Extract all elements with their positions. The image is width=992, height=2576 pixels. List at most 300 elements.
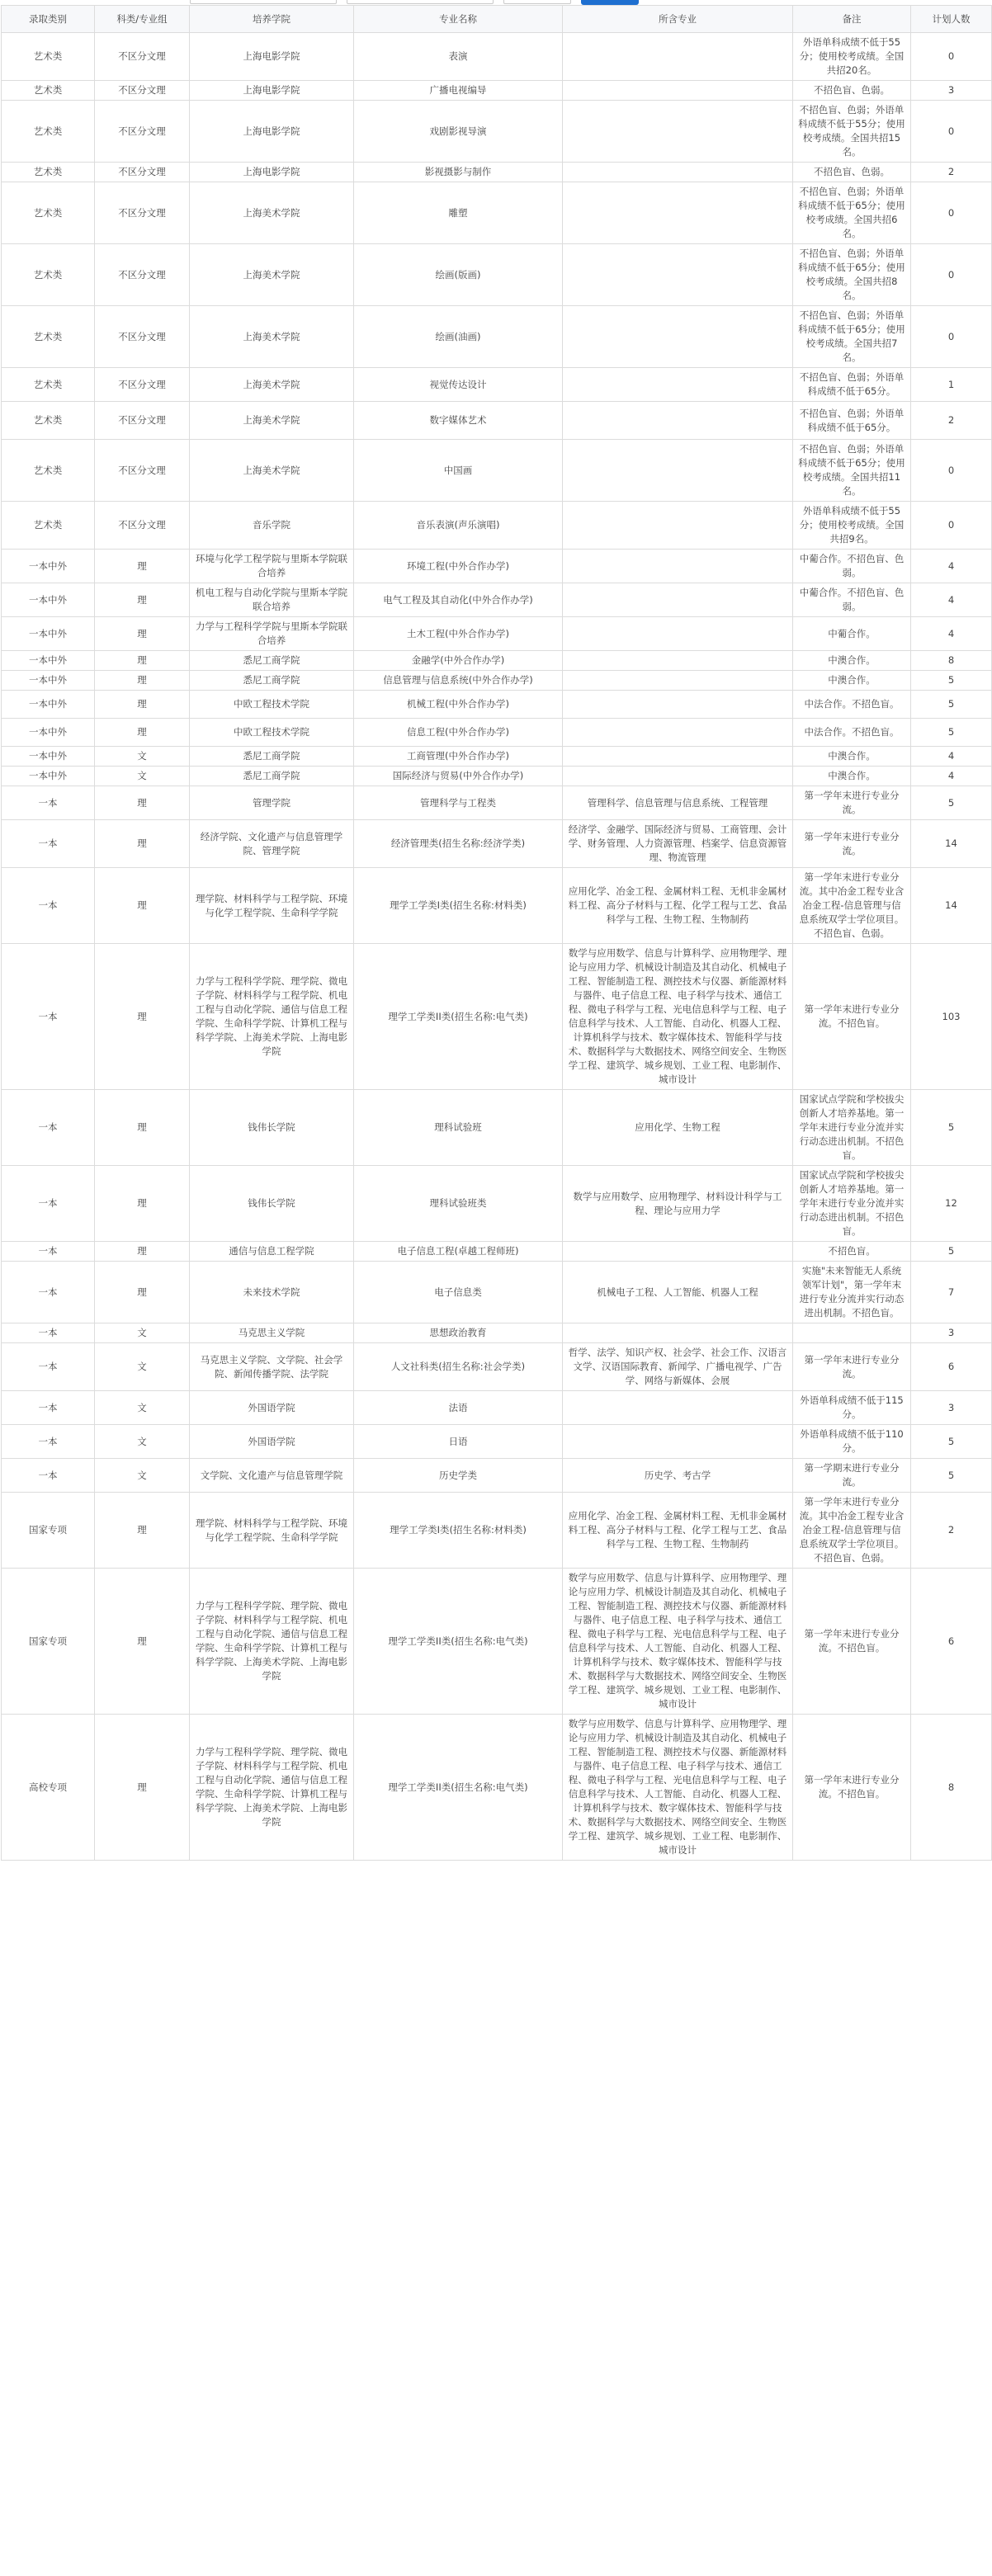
cell-college: 力学与工程科学学院与里斯本学院联合培养	[190, 617, 354, 651]
cell-college: 力学与工程科学学院、理学院、微电子学院、材料科学与工程学院、机电工程与自动化学院、通信与信息工程学院、生命科学学院、计算机工程与科学学院、上海美术学院、上海电影学院	[190, 1715, 354, 1861]
cell-college: 经济学院、文化遗产与信息管理学院、管理学院	[190, 820, 354, 868]
cell-major-name: 机械工程(中外合作办学)	[354, 691, 563, 719]
enrollment-plan-table	[1, 5, 992, 1861]
cell-admission-category: 艺术类	[2, 440, 95, 502]
cell-college: 上海美术学院	[190, 402, 354, 440]
cell-remarks: 不招色盲、色弱；外语单科成绩不低于65分。	[793, 368, 911, 402]
cell-college: 音乐学院	[190, 502, 354, 550]
cell-included-majors: 应用化学、冶金工程、金属材料工程、无机非金属材料工程、高分子材料与工程、化学工程与工艺、食品科学与工程、生物工程、生物制药	[563, 868, 793, 944]
cell-remarks: 第一学年末进行专业分流。其中冶金工程专业含冶金工程-信息管理与信息系统双学士学位项目。不招色盲、色弱。	[793, 1493, 911, 1569]
cell-college: 上海美术学院	[190, 368, 354, 402]
cell-subject-group: 不区分文理	[95, 306, 190, 368]
cell-plan-count: 8	[911, 651, 992, 671]
cell-included-majors: 数学与应用数学、信息与计算科学、应用物理学、理论与应用力学、机械设计制造及其自动化、机械电子工程、智能制造工程、测控技术与仪器、新能源材料与器件、电子信息工程、电子科学与技术、通信工程、微电子科学与工程、光电信息科学与工程、电子信息科学与技术、人工智能、自动化、机器人工程、计算机科学与技术、数字媒体技术、智能科学与技术、数据科学与大数据技术、网络空间安全、生物医学工程、建筑学、城乡规划、工业工程、电影制作、城市设计	[563, 944, 793, 1090]
cell-college: 力学与工程科学学院、理学院、微电子学院、材料科学与工程学院、机电工程与自动化学院、通信与信息工程学院、生命科学学院、计算机工程与科学学院、上海美术学院、上海电影学院	[190, 944, 354, 1090]
cell-major-name: 历史学类	[354, 1459, 563, 1493]
cell-subject-group: 文	[95, 1343, 190, 1391]
cell-subject-group: 不区分文理	[95, 101, 190, 163]
cell-subject-group: 不区分文理	[95, 81, 190, 101]
cell-included-majors: 应用化学、冶金工程、金属材料工程、无机非金属材料工程、高分子材料与工程、化学工程与工艺、食品科学与工程、生物工程、生物制药	[563, 1493, 793, 1569]
cell-plan-count: 0	[911, 306, 992, 368]
cell-major-name: 人文社科类(招生名称:社会学类)	[354, 1343, 563, 1391]
cell-college: 通信与信息工程学院	[190, 1242, 354, 1262]
cell-included-majors	[563, 691, 793, 719]
cell-plan-count: 8	[911, 1715, 992, 1861]
cell-plan-count: 6	[911, 1569, 992, 1715]
cell-plan-count: 4	[911, 550, 992, 583]
cell-plan-count: 5	[911, 1090, 992, 1166]
cell-included-majors	[563, 1425, 793, 1459]
cell-plan-count: 2	[911, 163, 992, 182]
table-row	[2, 244, 992, 306]
cell-remarks: 外语单科成绩不低于110分。	[793, 1425, 911, 1459]
cell-major-name: 思想政治教育	[354, 1323, 563, 1343]
cell-remarks: 中葡合作。不招色盲、色弱。	[793, 583, 911, 617]
cell-included-majors	[563, 1323, 793, 1343]
cell-plan-count: 7	[911, 1262, 992, 1323]
cell-major-name: 广播电视编导	[354, 81, 563, 101]
cell-major-name: 环境工程(中外合作办学)	[354, 550, 563, 583]
cell-remarks: 第一学年末进行专业分流。不招色盲。	[793, 1569, 911, 1715]
cell-remarks: 不招色盲、色弱；外语单科成绩不低于65分；使用校考成绩。全国共招7名。	[793, 306, 911, 368]
cell-remarks: 不招色盲、色弱；外语单科成绩不低于65分；使用校考成绩。全国共招6名。	[793, 182, 911, 244]
table-row	[2, 1242, 992, 1262]
cell-college: 环境与化学工程学院与里斯本学院联合培养	[190, 550, 354, 583]
cell-plan-count: 4	[911, 747, 992, 767]
cell-plan-count: 2	[911, 1493, 992, 1569]
cell-plan-count: 14	[911, 868, 992, 944]
table-row	[2, 583, 992, 617]
cell-major-name: 理科试验班	[354, 1090, 563, 1166]
cell-included-majors: 机械电子工程、人工智能、机器人工程	[563, 1262, 793, 1323]
cell-major-name: 经济管理类(招生名称:经济学类)	[354, 820, 563, 868]
table-row	[2, 163, 992, 182]
cell-remarks: 不招色盲、色弱。	[793, 163, 911, 182]
cell-admission-category: 一本中外	[2, 747, 95, 767]
cell-plan-count: 5	[911, 1425, 992, 1459]
cell-subject-group: 不区分文理	[95, 368, 190, 402]
filter-bar	[0, 0, 992, 5]
cell-admission-category: 艺术类	[2, 81, 95, 101]
table-row	[2, 1391, 992, 1425]
cell-admission-category: 艺术类	[2, 163, 95, 182]
table-row	[2, 767, 992, 786]
cell-college: 上海美术学院	[190, 440, 354, 502]
cell-remarks: 不招色盲。	[793, 1242, 911, 1262]
cell-college: 上海美术学院	[190, 306, 354, 368]
cell-plan-count: 103	[911, 944, 992, 1090]
cell-college: 理学院、材料科学与工程学院、环境与化学工程学院、生命科学学院	[190, 868, 354, 944]
cell-included-majors	[563, 402, 793, 440]
header-included-majors: 所含专业	[563, 6, 793, 33]
cell-admission-category: 一本中外	[2, 691, 95, 719]
cell-admission-category: 国家专项	[2, 1569, 95, 1715]
table-row	[2, 1262, 992, 1323]
cell-college: 力学与工程科学学院、理学院、微电子学院、材料科学与工程学院、机电工程与自动化学院、通信与信息工程学院、生命科学学院、计算机工程与科学学院、上海美术学院、上海电影学院	[190, 1569, 354, 1715]
cell-admission-category: 一本	[2, 1459, 95, 1493]
cell-subject-group: 理	[95, 820, 190, 868]
cell-major-name: 数字媒体艺术	[354, 402, 563, 440]
cell-included-majors	[563, 719, 793, 747]
cell-subject-group: 不区分文理	[95, 182, 190, 244]
table-body	[2, 33, 992, 1861]
cell-remarks: 中澳合作。	[793, 651, 911, 671]
table-row	[2, 182, 992, 244]
cell-admission-category: 一本中外	[2, 617, 95, 651]
cell-admission-category: 一本	[2, 1323, 95, 1343]
table-row	[2, 1343, 992, 1391]
cell-plan-count: 5	[911, 671, 992, 691]
cell-admission-category: 艺术类	[2, 101, 95, 163]
cell-remarks: 中法合作。不招色盲。	[793, 691, 911, 719]
cell-remarks: 中澳合作。	[793, 767, 911, 786]
cell-remarks: 中澳合作。	[793, 747, 911, 767]
cell-major-name: 理学工学类I类(招生名称:材料类)	[354, 1493, 563, 1569]
cell-remarks: 中法合作。不招色盲。	[793, 719, 911, 747]
table-row	[2, 820, 992, 868]
cell-college: 钱伟长学院	[190, 1090, 354, 1166]
cell-major-name: 戏剧影视导演	[354, 101, 563, 163]
cell-remarks: 国家试点学院和学校拔尖创新人才培养基地。第一学年末进行专业分流并实行动态进出机制。不招色盲。	[793, 1166, 911, 1242]
cell-plan-count: 12	[911, 1166, 992, 1242]
header-subject-group: 科类/专业组	[95, 6, 190, 33]
cell-college: 钱伟长学院	[190, 1166, 354, 1242]
cell-college: 马克思主义学院	[190, 1323, 354, 1343]
cell-plan-count: 4	[911, 617, 992, 651]
cell-major-name: 土木工程(中外合作办学)	[354, 617, 563, 651]
cell-subject-group: 理	[95, 1715, 190, 1861]
cell-admission-category: 国家专项	[2, 1493, 95, 1569]
cell-subject-group: 理	[95, 651, 190, 671]
cell-subject-group: 理	[95, 583, 190, 617]
cell-college: 外国语学院	[190, 1425, 354, 1459]
cell-included-majors	[563, 747, 793, 767]
cell-admission-category: 艺术类	[2, 402, 95, 440]
cell-college: 机电工程与自动化学院与里斯本学院联合培养	[190, 583, 354, 617]
cell-plan-count: 6	[911, 1343, 992, 1391]
cell-college: 未来技术学院	[190, 1262, 354, 1323]
table-row	[2, 306, 992, 368]
cell-admission-category: 一本	[2, 1343, 95, 1391]
cell-major-name: 绘画(版画)	[354, 244, 563, 306]
filter-select-year[interactable]	[347, 0, 494, 4]
cell-remarks: 中澳合作。	[793, 671, 911, 691]
cell-admission-category: 一本	[2, 868, 95, 944]
cell-admission-category: 艺术类	[2, 182, 95, 244]
cell-admission-category: 一本	[2, 1425, 95, 1459]
cell-subject-group: 不区分文理	[95, 33, 190, 81]
cell-major-name: 金融学(中外合作办学)	[354, 651, 563, 671]
cell-remarks: 不招色盲、色弱。	[793, 81, 911, 101]
cell-admission-category: 一本	[2, 1090, 95, 1166]
cell-remarks: 第一学年末进行专业分流。	[793, 1343, 911, 1391]
cell-major-name: 工商管理(中外合作办学)	[354, 747, 563, 767]
cell-major-name: 电气工程及其自动化(中外合作办学)	[354, 583, 563, 617]
cell-plan-count: 5	[911, 786, 992, 820]
cell-admission-category: 一本中外	[2, 671, 95, 691]
cell-included-majors: 数学与应用数学、信息与计算科学、应用物理学、理论与应用力学、机械设计制造及其自动化、机械电子工程、智能制造工程、测控技术与仪器、新能源材料与器件、电子信息工程、电子科学与技术、通信工程、微电子科学与工程、光电信息科学与工程、电子信息科学与技术、人工智能、自动化、机器人工程、计算机科学与技术、数字媒体技术、智能科学与技术、数据科学与大数据技术、网络空间安全、生物医学工程、建筑学、城乡规划、工业工程、电影制作、城市设计	[563, 1569, 793, 1715]
cell-remarks: 不招色盲、色弱；外语单科成绩不低于65分；使用校考成绩。全国共招8名。	[793, 244, 911, 306]
cell-subject-group: 理	[95, 1569, 190, 1715]
cell-included-majors: 经济学、金融学、国际经济与贸易、工商管理、会计学、财务管理、人力资源管理、档案学、信息资源管理、物流管理	[563, 820, 793, 868]
cell-included-majors	[563, 368, 793, 402]
table-row	[2, 368, 992, 402]
cell-plan-count: 0	[911, 244, 992, 306]
table-row	[2, 944, 992, 1090]
cell-college: 管理学院	[190, 786, 354, 820]
cell-subject-group: 文	[95, 1459, 190, 1493]
cell-admission-category: 一本中外	[2, 550, 95, 583]
cell-remarks: 外语单科成绩不低于55分；使用校考成绩。全国共招9名。	[793, 502, 911, 550]
header-college: 培养学院	[190, 6, 354, 33]
cell-subject-group: 理	[95, 1262, 190, 1323]
cell-subject-group: 文	[95, 747, 190, 767]
cell-included-majors: 历史学、考古学	[563, 1459, 793, 1493]
cell-remarks: 中葡合作。不招色盲、色弱。	[793, 550, 911, 583]
cell-major-name: 理学工学类II类(招生名称:电气类)	[354, 1715, 563, 1861]
table-row	[2, 691, 992, 719]
cell-included-majors	[563, 767, 793, 786]
cell-included-majors	[563, 33, 793, 81]
table-row	[2, 1166, 992, 1242]
cell-included-majors	[563, 440, 793, 502]
cell-remarks: 中葡合作。	[793, 617, 911, 651]
cell-admission-category: 一本中外	[2, 651, 95, 671]
cell-major-name: 电子信息工程(卓越工程师班)	[354, 1242, 563, 1262]
cell-admission-category: 一本中外	[2, 583, 95, 617]
cell-subject-group: 理	[95, 1166, 190, 1242]
cell-included-majors	[563, 81, 793, 101]
header-plan-count: 计划人数	[911, 6, 992, 33]
cell-remarks: 实施"未来智能无人系统领军计划"，第一学年末进行专业分流并实行动态进出机制。不招色盲。	[793, 1262, 911, 1323]
cell-remarks: 第一学年末进行专业分流。	[793, 820, 911, 868]
table-row	[2, 786, 992, 820]
table-row	[2, 550, 992, 583]
cell-plan-count: 0	[911, 440, 992, 502]
table-row	[2, 81, 992, 101]
table-row	[2, 502, 992, 550]
cell-included-majors	[563, 1242, 793, 1262]
cell-college: 中欧工程技术学院	[190, 719, 354, 747]
cell-included-majors: 管理科学、信息管理与信息系统、工程管理	[563, 786, 793, 820]
cell-subject-group: 文	[95, 1391, 190, 1425]
table-row	[2, 1459, 992, 1493]
cell-plan-count: 5	[911, 719, 992, 747]
cell-included-majors	[563, 182, 793, 244]
cell-major-name: 视觉传达设计	[354, 368, 563, 402]
cell-subject-group: 理	[95, 550, 190, 583]
table-row	[2, 33, 992, 81]
cell-major-name: 理学工学类II类(招生名称:电气类)	[354, 1569, 563, 1715]
cell-remarks: 外语单科成绩不低于115分。	[793, 1391, 911, 1425]
cell-major-name: 法语	[354, 1391, 563, 1425]
cell-included-majors	[563, 671, 793, 691]
table-row	[2, 868, 992, 944]
cell-admission-category: 一本	[2, 1166, 95, 1242]
cell-admission-category: 一本	[2, 1262, 95, 1323]
cell-remarks: 第一学期末进行专业分流。	[793, 1459, 911, 1493]
cell-college: 文学院、文化遗产与信息管理学院	[190, 1459, 354, 1493]
cell-included-majors	[563, 1391, 793, 1425]
cell-included-majors: 应用化学、生物工程	[563, 1090, 793, 1166]
cell-subject-group: 不区分文理	[95, 244, 190, 306]
cell-admission-category: 艺术类	[2, 502, 95, 550]
cell-college: 马克思主义学院、文学院、社会学院、新闻传播学院、法学院	[190, 1343, 354, 1391]
cell-subject-group: 理	[95, 1242, 190, 1262]
cell-admission-category: 艺术类	[2, 368, 95, 402]
cell-subject-group: 理	[95, 1493, 190, 1569]
cell-college: 上海电影学院	[190, 81, 354, 101]
cell-remarks: 不招色盲、色弱；外语单科成绩不低于65分。	[793, 402, 911, 440]
cell-major-name: 影视摄影与制作	[354, 163, 563, 182]
cell-included-majors	[563, 651, 793, 671]
cell-major-name: 中国画	[354, 440, 563, 502]
table-row	[2, 440, 992, 502]
cell-subject-group: 文	[95, 1425, 190, 1459]
cell-major-name: 管理科学与工程类	[354, 786, 563, 820]
cell-subject-group: 理	[95, 944, 190, 1090]
table-row	[2, 651, 992, 671]
cell-admission-category: 艺术类	[2, 306, 95, 368]
cell-included-majors: 数学与应用数学、信息与计算科学、应用物理学、理论与应用力学、机械设计制造及其自动化、机械电子工程、智能制造工程、测控技术与仪器、新能源材料与器件、电子信息工程、电子科学与技术、通信工程、微电子科学与工程、光电信息科学与工程、电子信息科学与技术、人工智能、自动化、机器人工程、计算机科学与技术、数字媒体技术、智能科学与技术、数据科学与大数据技术、网络空间安全、生物医学工程、建筑学、城乡规划、工业工程、电影制作、城市设计	[563, 1715, 793, 1861]
cell-included-majors	[563, 550, 793, 583]
cell-plan-count: 3	[911, 1391, 992, 1425]
cell-major-name: 信息工程(中外合作办学)	[354, 719, 563, 747]
cell-subject-group: 理	[95, 1090, 190, 1166]
cell-plan-count: 4	[911, 767, 992, 786]
cell-college: 上海电影学院	[190, 33, 354, 81]
cell-included-majors: 哲学、法学、知识产权、社会学、社会工作、汉语言文学、汉语国际教育、新闻学、广播电视学、广告学、网络与新媒体、会展	[563, 1343, 793, 1391]
cell-college: 上海美术学院	[190, 244, 354, 306]
cell-remarks: 第一学年末进行专业分流。其中冶金工程专业含冶金工程-信息管理与信息系统双学士学位项目。不招色盲、色弱。	[793, 868, 911, 944]
cell-subject-group: 理	[95, 671, 190, 691]
cell-included-majors	[563, 306, 793, 368]
cell-admission-category: 高校专项	[2, 1715, 95, 1861]
cell-subject-group: 不区分文理	[95, 163, 190, 182]
cell-major-name: 日语	[354, 1425, 563, 1459]
cell-major-name: 表演	[354, 33, 563, 81]
cell-major-name: 绘画(油画)	[354, 306, 563, 368]
cell-remarks: 第一学年末进行专业分流。不招色盲。	[793, 1715, 911, 1861]
cell-subject-group: 理	[95, 719, 190, 747]
cell-admission-category: 一本	[2, 786, 95, 820]
cell-college: 上海电影学院	[190, 101, 354, 163]
cell-subject-group: 理	[95, 868, 190, 944]
cell-college: 上海电影学院	[190, 163, 354, 182]
cell-plan-count: 5	[911, 1459, 992, 1493]
table-row	[2, 101, 992, 163]
cell-included-majors	[563, 101, 793, 163]
cell-included-majors	[563, 583, 793, 617]
cell-included-majors	[563, 617, 793, 651]
filter-select-type[interactable]	[503, 0, 571, 4]
cell-college: 外国语学院	[190, 1391, 354, 1425]
cell-plan-count: 0	[911, 182, 992, 244]
cell-admission-category: 一本	[2, 944, 95, 1090]
table-row	[2, 1323, 992, 1343]
cell-subject-group: 理	[95, 786, 190, 820]
cell-college: 上海美术学院	[190, 182, 354, 244]
cell-plan-count: 5	[911, 691, 992, 719]
table-row	[2, 617, 992, 651]
cell-remarks: 第一学年末进行专业分流。	[793, 786, 911, 820]
cell-admission-category: 一本中外	[2, 719, 95, 747]
cell-major-name: 信息管理与信息系统(中外合作办学)	[354, 671, 563, 691]
table-row	[2, 1569, 992, 1715]
cell-major-name: 理学工学类I类(招生名称:材料类)	[354, 868, 563, 944]
header-remarks: 备注	[793, 6, 911, 33]
cell-subject-group: 文	[95, 1323, 190, 1343]
cell-major-name: 理学工学类II类(招生名称:电气类)	[354, 944, 563, 1090]
cell-plan-count: 14	[911, 820, 992, 868]
cell-plan-count: 5	[911, 1242, 992, 1262]
table-header-row	[2, 6, 992, 33]
cell-plan-count: 3	[911, 81, 992, 101]
cell-included-majors	[563, 163, 793, 182]
table-row	[2, 1090, 992, 1166]
cell-included-majors	[563, 244, 793, 306]
cell-plan-count: 3	[911, 1323, 992, 1343]
cell-plan-count: 2	[911, 402, 992, 440]
cell-college: 悉尼工商学院	[190, 651, 354, 671]
cell-remarks: 外语单科成绩不低于55分；使用校考成绩。全国共招20名。	[793, 33, 911, 81]
cell-included-majors: 数学与应用数学、应用物理学、材料设计科学与工程、理论与应用力学	[563, 1166, 793, 1242]
cell-plan-count: 0	[911, 101, 992, 163]
cell-college: 悉尼工商学院	[190, 767, 354, 786]
cell-admission-category: 一本	[2, 1391, 95, 1425]
cell-college: 中欧工程技术学院	[190, 691, 354, 719]
cell-admission-category: 艺术类	[2, 33, 95, 81]
cell-subject-group: 理	[95, 691, 190, 719]
table-row	[2, 1493, 992, 1569]
table-row	[2, 671, 992, 691]
query-button[interactable]	[581, 0, 639, 5]
table-row	[2, 1425, 992, 1459]
cell-subject-group: 不区分文理	[95, 502, 190, 550]
cell-college: 悉尼工商学院	[190, 747, 354, 767]
cell-plan-count: 0	[911, 502, 992, 550]
cell-remarks: 国家试点学院和学校拔尖创新人才培养基地。第一学年末进行专业分流并实行动态进出机制。不招色盲。	[793, 1090, 911, 1166]
cell-subject-group: 不区分文理	[95, 402, 190, 440]
table-row	[2, 1715, 992, 1861]
cell-plan-count: 4	[911, 583, 992, 617]
cell-remarks: 不招色盲、色弱；外语单科成绩不低于65分；使用校考成绩。全国共招11名。	[793, 440, 911, 502]
cell-college: 理学院、材料科学与工程学院、环境与化学工程学院、生命科学学院	[190, 1493, 354, 1569]
cell-subject-group: 文	[95, 767, 190, 786]
cell-major-name: 雕塑	[354, 182, 563, 244]
filter-select-province[interactable]	[190, 0, 337, 4]
cell-major-name: 电子信息类	[354, 1262, 563, 1323]
cell-subject-group: 理	[95, 617, 190, 651]
table-row	[2, 402, 992, 440]
cell-admission-category: 艺术类	[2, 244, 95, 306]
cell-remarks: 不招色盲、色弱；外语单科成绩不低于55分；使用校考成绩。全国共招15名。	[793, 101, 911, 163]
cell-remarks: 第一学年末进行专业分流。不招色盲。	[793, 944, 911, 1090]
cell-included-majors	[563, 502, 793, 550]
header-admission-category: 录取类别	[2, 6, 95, 33]
table-row	[2, 747, 992, 767]
cell-major-name: 理科试验班类	[354, 1166, 563, 1242]
cell-admission-category: 一本	[2, 1242, 95, 1262]
cell-admission-category: 一本中外	[2, 767, 95, 786]
header-major-name: 专业名称	[354, 6, 563, 33]
cell-plan-count: 0	[911, 33, 992, 81]
table-row	[2, 719, 992, 747]
cell-admission-category: 一本	[2, 820, 95, 868]
cell-subject-group: 不区分文理	[95, 440, 190, 502]
cell-major-name: 国际经济与贸易(中外合作办学)	[354, 767, 563, 786]
cell-college: 悉尼工商学院	[190, 671, 354, 691]
